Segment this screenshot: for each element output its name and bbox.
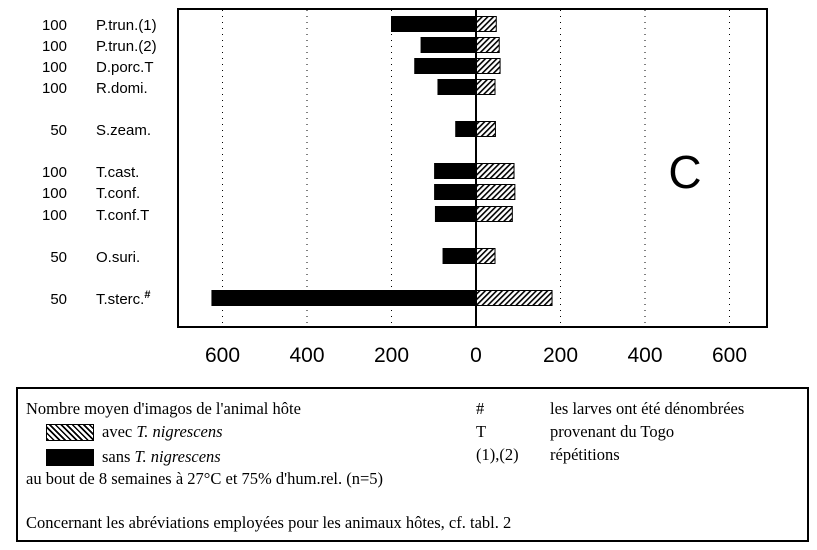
row-prefix-value: 50 (50, 122, 67, 139)
bar-avec (476, 38, 499, 53)
category-label: P.trun.(2) (96, 38, 157, 55)
legend-box (16, 387, 809, 542)
legend-hatched-label (102, 422, 223, 442)
legend-conditions: au bout de 8 semaines à 27°C et 75% d'hum.rel. (n=5) (26, 469, 384, 488)
legend-solid-species: T. nigrescens (134, 447, 221, 466)
category-label: T.conf.T (96, 207, 150, 224)
panel-letter: C (668, 146, 702, 198)
legend-hatched-prefix: avec (102, 422, 137, 441)
x-tick-label: 200 (542, 344, 579, 367)
bar-avec (476, 291, 552, 306)
x-tick-label: 600 (204, 344, 241, 367)
category-label: T.sterc.# (96, 289, 151, 308)
category-label: P.trun.(1) (96, 17, 157, 34)
legend-solid-prefix: sans (102, 447, 135, 466)
note-symbol-t: T (476, 422, 487, 441)
bar-sans (212, 291, 476, 306)
legend-swatch-solid (46, 449, 94, 466)
bar-avec (476, 164, 514, 179)
x-tick-label: 600 (711, 344, 748, 367)
x-tick-label: 400 (289, 344, 325, 367)
x-tick-label: 200 (373, 344, 410, 367)
note-symbol-hash: # (476, 399, 485, 418)
row-prefix-value: 100 (41, 80, 67, 97)
note-text-hash: les larves ont été dénombrées (550, 399, 745, 418)
category-label: D.porc.T (96, 59, 154, 76)
legend-swatch-hatched (46, 424, 94, 441)
row-prefix-value: 100 (41, 17, 67, 34)
row-prefix-value: 100 (41, 164, 67, 181)
category-label: R.domi. (96, 80, 148, 97)
legend-hatched-species: T. nigrescens (136, 422, 223, 441)
legend-abbrev-note: Concernant les abréviations employées pour les animaux hôtes, cf. tabl. 2 (26, 513, 512, 532)
bar-sans (421, 38, 476, 53)
note-text-t: provenant du Togo (550, 422, 675, 441)
bar-sans (456, 122, 476, 137)
bar-sans (415, 59, 476, 74)
row-prefix-value: 100 (41, 59, 67, 76)
bar-sans (435, 185, 476, 200)
bar-avec (476, 185, 515, 200)
category-superscript: # (144, 289, 151, 301)
row-prefix-value: 100 (41, 207, 67, 224)
x-tick-label: 400 (627, 344, 663, 367)
bar-sans (443, 249, 476, 264)
bar-sans (438, 80, 476, 95)
bar-avec (476, 59, 500, 74)
row-prefix-value: 50 (50, 291, 67, 308)
legend-heading: Nombre moyen d'imagos de l'animal hôte (26, 399, 301, 418)
bar-avec (476, 80, 495, 95)
category-label: O.suri. (96, 249, 141, 266)
category-label: T.conf. (96, 185, 141, 202)
row-prefix-value: 100 (41, 38, 67, 55)
bar-sans (392, 17, 477, 32)
bar-sans (435, 207, 476, 222)
bar-sans (435, 164, 476, 179)
note-symbol-repetitions: (1),(2) (476, 445, 519, 464)
category-label: S.zeam. (96, 122, 152, 139)
category-label: T.cast. (96, 164, 140, 181)
bar-avec (476, 207, 512, 222)
note-text-repetitions: répétitions (550, 445, 620, 464)
bar-avec (476, 17, 496, 32)
legend-solid-label (102, 447, 221, 467)
row-prefix-value: 50 (50, 249, 67, 266)
row-prefix-value: 100 (41, 185, 67, 202)
x-tick-label: 0 (470, 344, 482, 367)
bar-avec (476, 122, 495, 137)
bar-avec (476, 249, 495, 264)
